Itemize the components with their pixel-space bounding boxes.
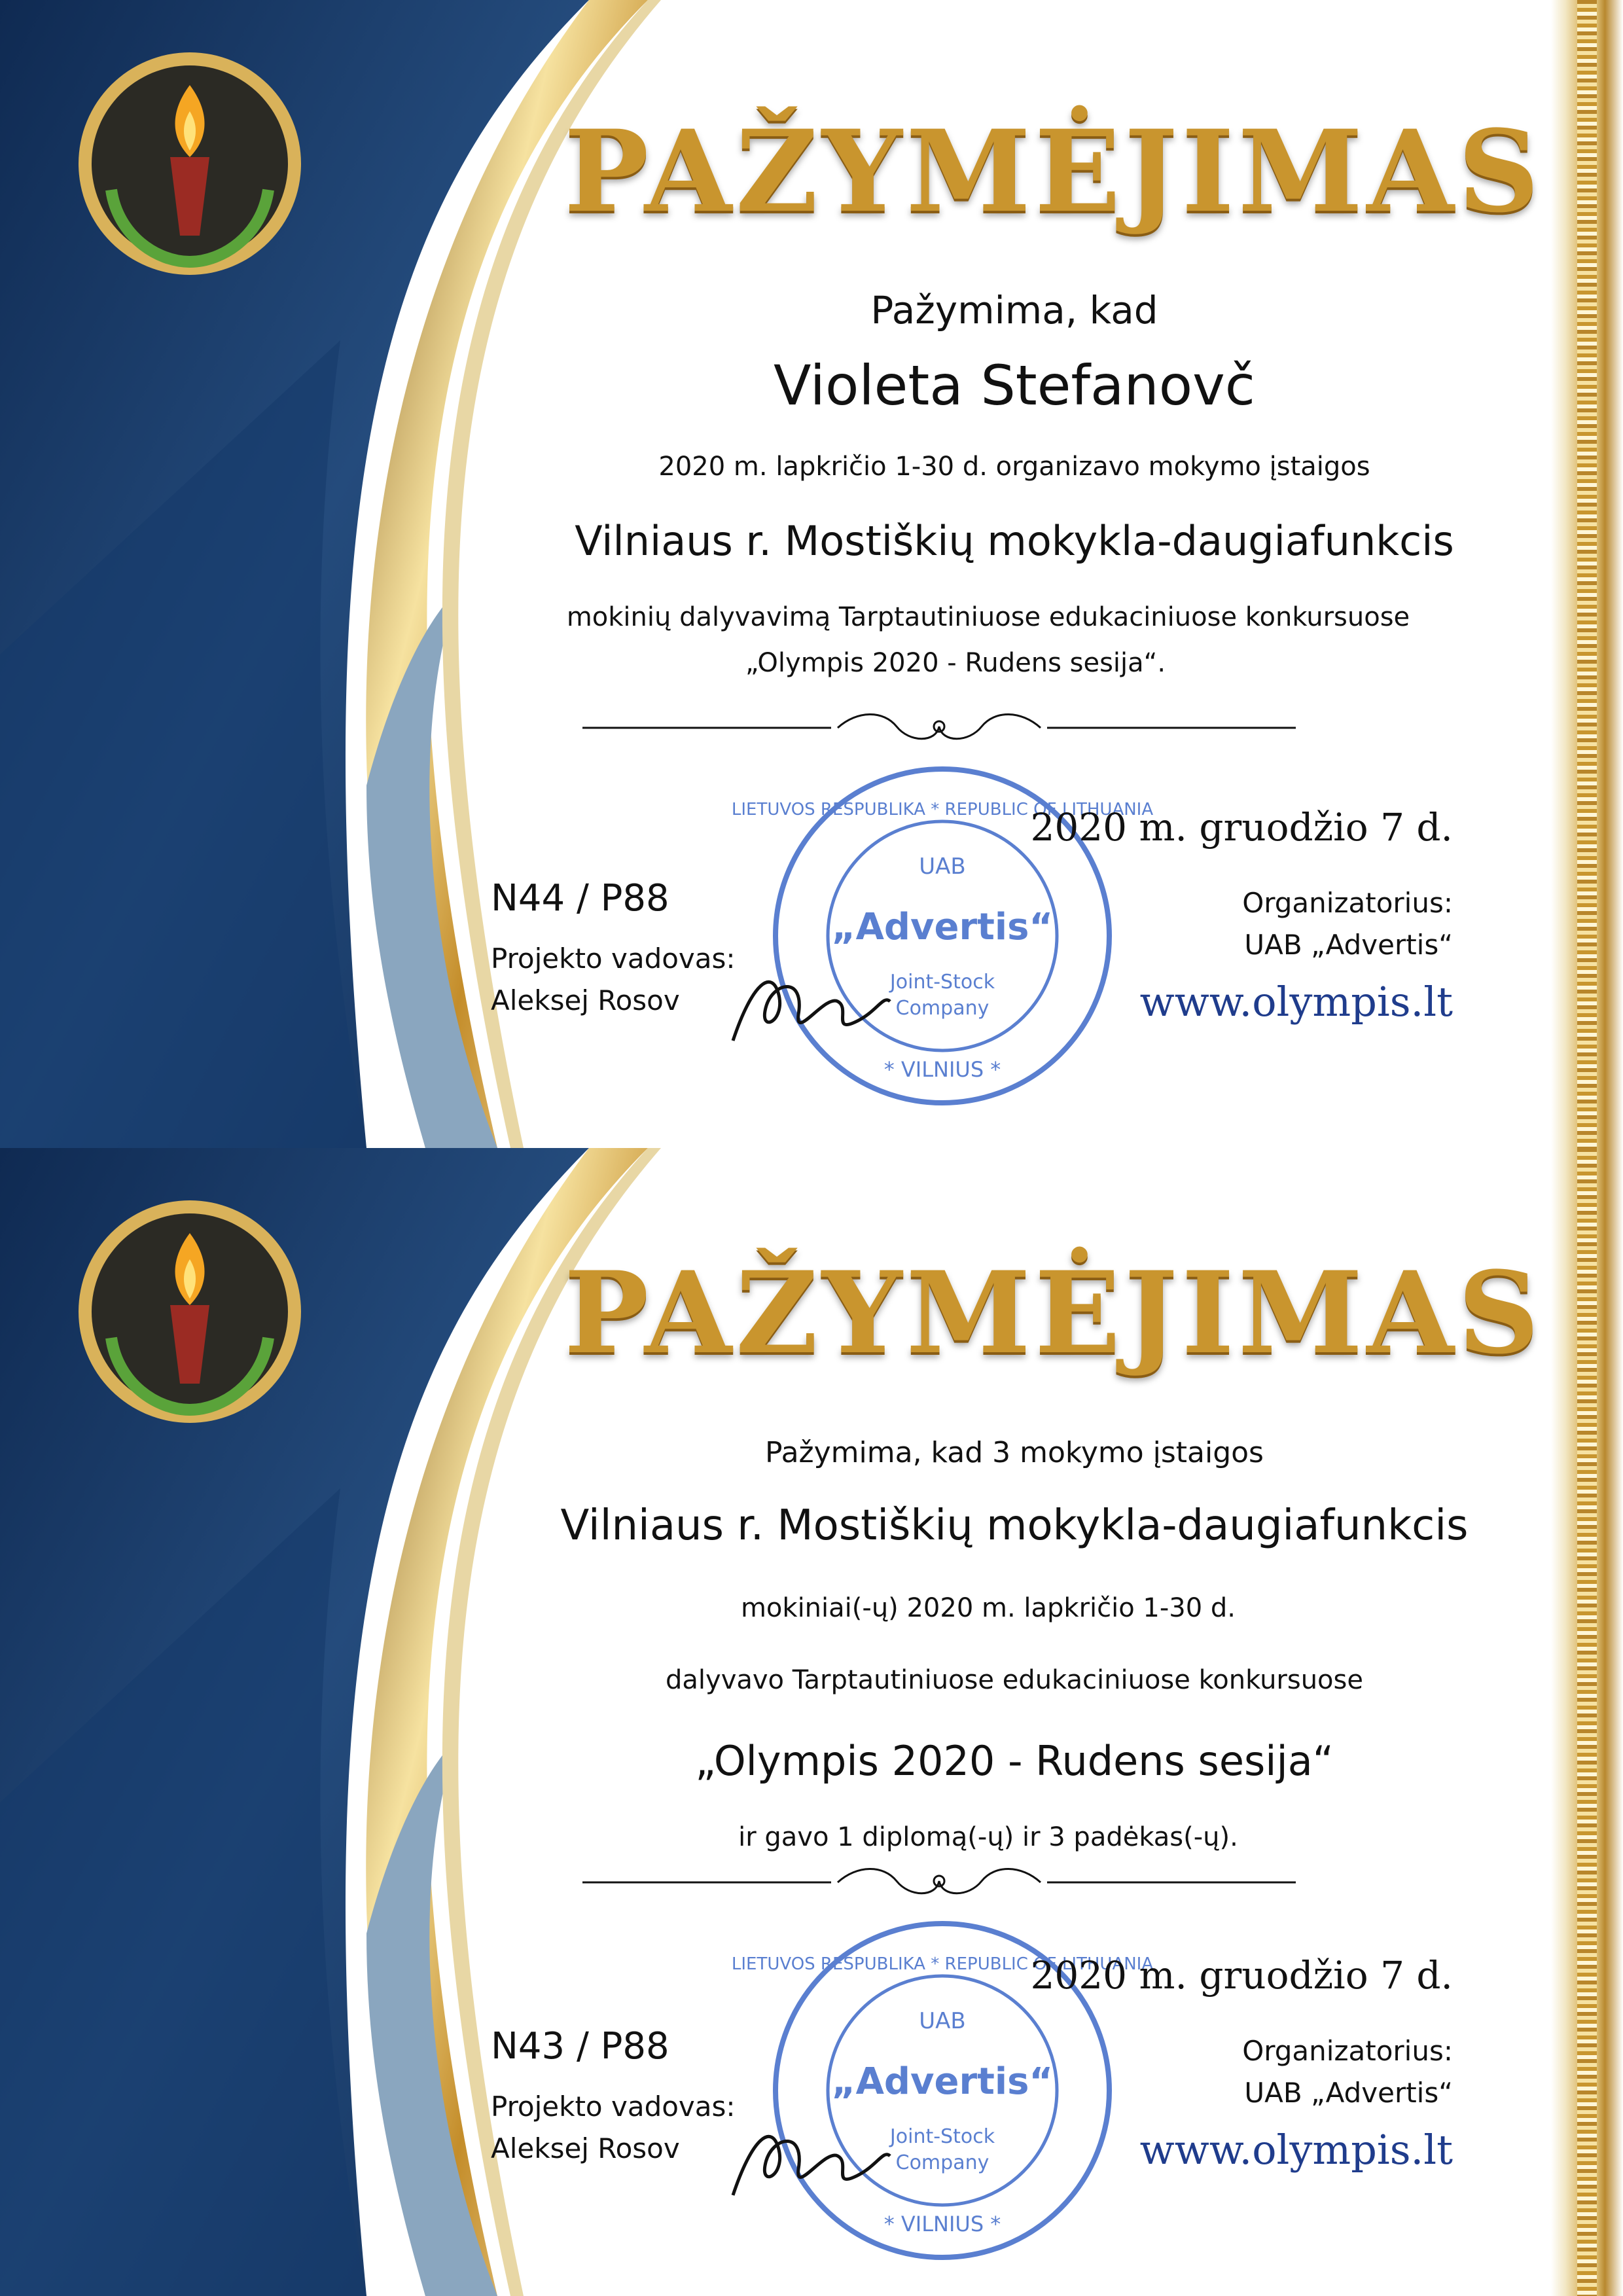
manager-name: Aleksej Rosov: [491, 984, 680, 1016]
recipient-name: Violeta Stefanovč: [774, 353, 1255, 418]
certificate-title: PAŽYMĖJIMAS: [563, 1246, 1543, 1379]
certificate-number: N44 / P88: [491, 877, 669, 920]
stamp-company: Company: [895, 2151, 990, 2174]
manager-label: Projekto vadovas:: [491, 942, 736, 975]
issue-date: 2020 m. gruodžio 7 d.: [1030, 1953, 1453, 1998]
torch-laurel-emblem-icon: [72, 1194, 308, 1429]
gold-border-strip: [1551, 1148, 1623, 2296]
intro-text: Pažymima, kad: [870, 288, 1158, 332]
organizer-label: Organizatorius:: [1242, 2035, 1453, 2067]
left-info-block: [491, 877, 736, 1022]
left-info-block: [491, 2025, 736, 2170]
stamp-joint-stock: Joint-Stock: [889, 971, 995, 994]
school-name: Vilniaus r. Mostiškių mokykla-daugiafunkcis: [560, 1501, 1469, 1550]
stamp-company: Company: [895, 997, 990, 1020]
certificate-number: N43 / P88: [491, 2025, 669, 2068]
organizer-name: UAB „Advertis“: [1244, 929, 1453, 961]
stamp-city: * VILNIUS *: [883, 1057, 1001, 1082]
stamp-ring-text: LIETUVOS RESPUBLIKA * REPUBLIC OF LITHUANIA: [731, 800, 1154, 819]
stamp-advertis: „Advertis“: [831, 906, 1054, 948]
certificate-title: PAŽYMĖJIMAS: [563, 105, 1543, 238]
signature: [726, 2110, 897, 2208]
manager-label: Projekto vadovas:: [491, 2090, 736, 2123]
organized-text: 2020 m. lapkričio 1-30 d. organizavo mokymo įstaigos: [658, 452, 1370, 482]
participation-text: mokinių dalyvavimą Tarptautiniuose edukaciniuose konkursuose: [566, 602, 1410, 632]
stamp-joint-stock: Joint-Stock: [889, 2125, 995, 2148]
organizer-name: UAB „Advertis“: [1244, 2077, 1453, 2109]
stamp-ring-text: LIETUVOS RESPUBLIKA * REPUBLIC OF LITHUANIA: [731, 1954, 1154, 1974]
contest-name: „Olympis 2020 - Rudens sesija“.: [745, 648, 1166, 678]
issue-date: 2020 m. gruodžio 7 d.: [1030, 805, 1453, 850]
ornament-divider: [582, 1861, 1296, 1901]
school-name: Vilniaus r. Mostiškių mokykla-daugiafunkcis: [575, 517, 1454, 565]
participation-text: dalyvavo Tarptautiniuose edukaciniuose konkursuose: [666, 1665, 1363, 1695]
certificate-2: [0, 1148, 1623, 2296]
stamp-city: * VILNIUS *: [883, 2212, 1001, 2236]
manager-name: Aleksej Rosov: [491, 2132, 680, 2164]
ornament-divider: [582, 707, 1296, 746]
contest-name: „Olympis 2020 - Rudens sesija“: [695, 1737, 1334, 1785]
intro-text: Pažymima, kad 3 mokymo įstaigos: [765, 1436, 1264, 1469]
gold-border-strip: [1551, 0, 1623, 1148]
result-text: ir gavo 1 diplomą(-ų) ir 3 padėkas(-ų).: [738, 1822, 1238, 1852]
website-link[interactable]: www.olympis.lt: [1139, 2126, 1453, 2174]
stamp-uab: UAB: [919, 853, 966, 880]
stamp-advertis: „Advertis“: [831, 2060, 1054, 2103]
torch-laurel-emblem-icon: [72, 46, 308, 281]
organizer-label: Organizatorius:: [1242, 887, 1453, 919]
stamp-uab: UAB: [919, 2008, 966, 2034]
right-info-block: [1030, 1953, 1453, 2174]
right-info-block: [1030, 805, 1453, 1026]
website-link[interactable]: www.olympis.lt: [1139, 978, 1453, 1026]
signature: [726, 956, 897, 1054]
students-text: mokiniai(-ų) 2020 m. lapkričio 1-30 d.: [740, 1593, 1236, 1623]
